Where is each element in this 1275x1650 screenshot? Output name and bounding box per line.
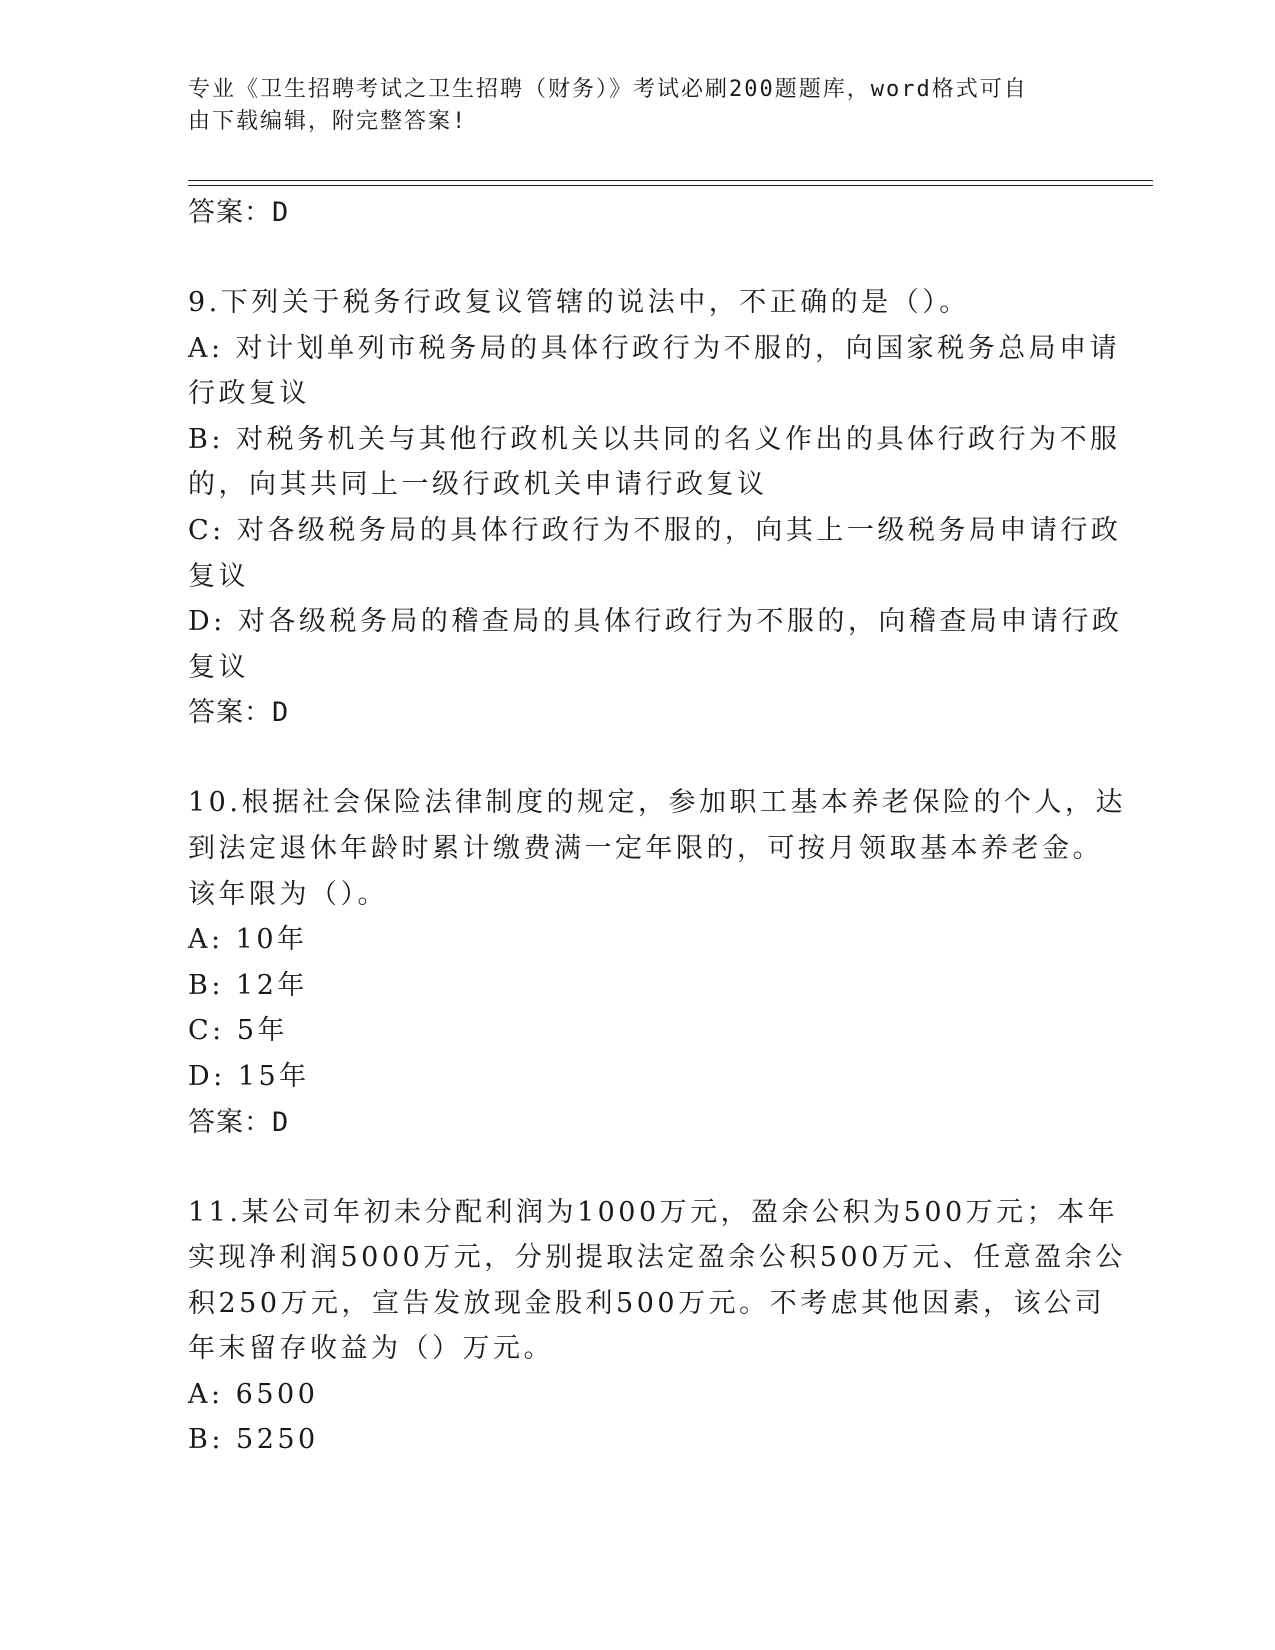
spacer <box>188 735 1088 780</box>
option-b-cont: 的，向其共同上一级行政机关申请行政复议 <box>188 469 768 501</box>
header-divider-top <box>188 180 1153 181</box>
question-stem-cont: 该年限为（）。 <box>188 878 388 910</box>
question-10 <box>188 780 1126 1144</box>
option-a: A: 10年 <box>188 924 308 956</box>
question-stem-cont: 到法定退休年龄时累计缴费满一定年限的，可按月领取基本养老金。 <box>188 832 1103 864</box>
option-a-cont: 行政复议 <box>188 378 310 410</box>
option-a: A: 6500 <box>188 1378 319 1410</box>
question-stem: 10.根据社会保险法律制度的规定，参加职工基本养老保险的个人，达 <box>188 787 1126 819</box>
spacer <box>188 1145 1088 1190</box>
question-stem: 11.某公司年初未分配利润为1000万元，盈余公积为500万元；本年 <box>188 1196 1119 1228</box>
option-c-cont: 复议 <box>188 560 249 592</box>
option-c: C: 5年 <box>188 1015 289 1047</box>
option-b: B: 12年 <box>188 969 308 1001</box>
question-stem-cont: 积250万元，宣告发放现金股利500万元。不考虑其他因素，该公司 <box>188 1287 1106 1319</box>
document-body <box>188 190 1126 1463</box>
answer-line: 答案：D <box>188 197 290 228</box>
option-b: B: 5250 <box>188 1424 319 1456</box>
spacer <box>188 235 1088 280</box>
question-9 <box>188 280 1123 735</box>
option-b: B: 对税务机关与其他行政机关以共同的名义作出的具体行政行为不服 <box>188 423 1121 455</box>
answer-line: 答案：D <box>188 1106 290 1138</box>
question-stem: 9.下列关于税务行政复议管辖的说法中，不正确的是（）。 <box>188 287 970 318</box>
option-d-cont: 复议 <box>188 651 249 683</box>
option-a: A: 对计划单列市税务局的具体行政行为不服的，向国家税务总局申请 <box>188 332 1121 364</box>
question-11 <box>188 1190 1126 1464</box>
option-d: D: 对各级税务局的稽查局的具体行政行为不服的，向稽查局申请行政 <box>188 606 1123 638</box>
header-divider-bottom <box>188 185 1153 186</box>
answer-line: 答案：D <box>188 697 290 729</box>
header-line-2: 由下载编辑，附完整答案! <box>188 109 468 134</box>
option-d: D: 15年 <box>188 1060 310 1092</box>
header-line-1: 专业《卫生招聘考试之卫生招聘（财务）》考试必刷200题题库，word格式可自 <box>188 77 1028 102</box>
question-stem-cont: 实现净利润5000万元，分别提取法定盈余公积500万元、任意盈余公 <box>188 1242 1126 1274</box>
option-c: C: 对各级税务局的具体行政行为不服的，向其上一级税务局申请行政 <box>188 514 1122 546</box>
question-stem-cont: 年末留存收益为（）万元。 <box>188 1333 554 1365</box>
document-header <box>188 74 1068 138</box>
